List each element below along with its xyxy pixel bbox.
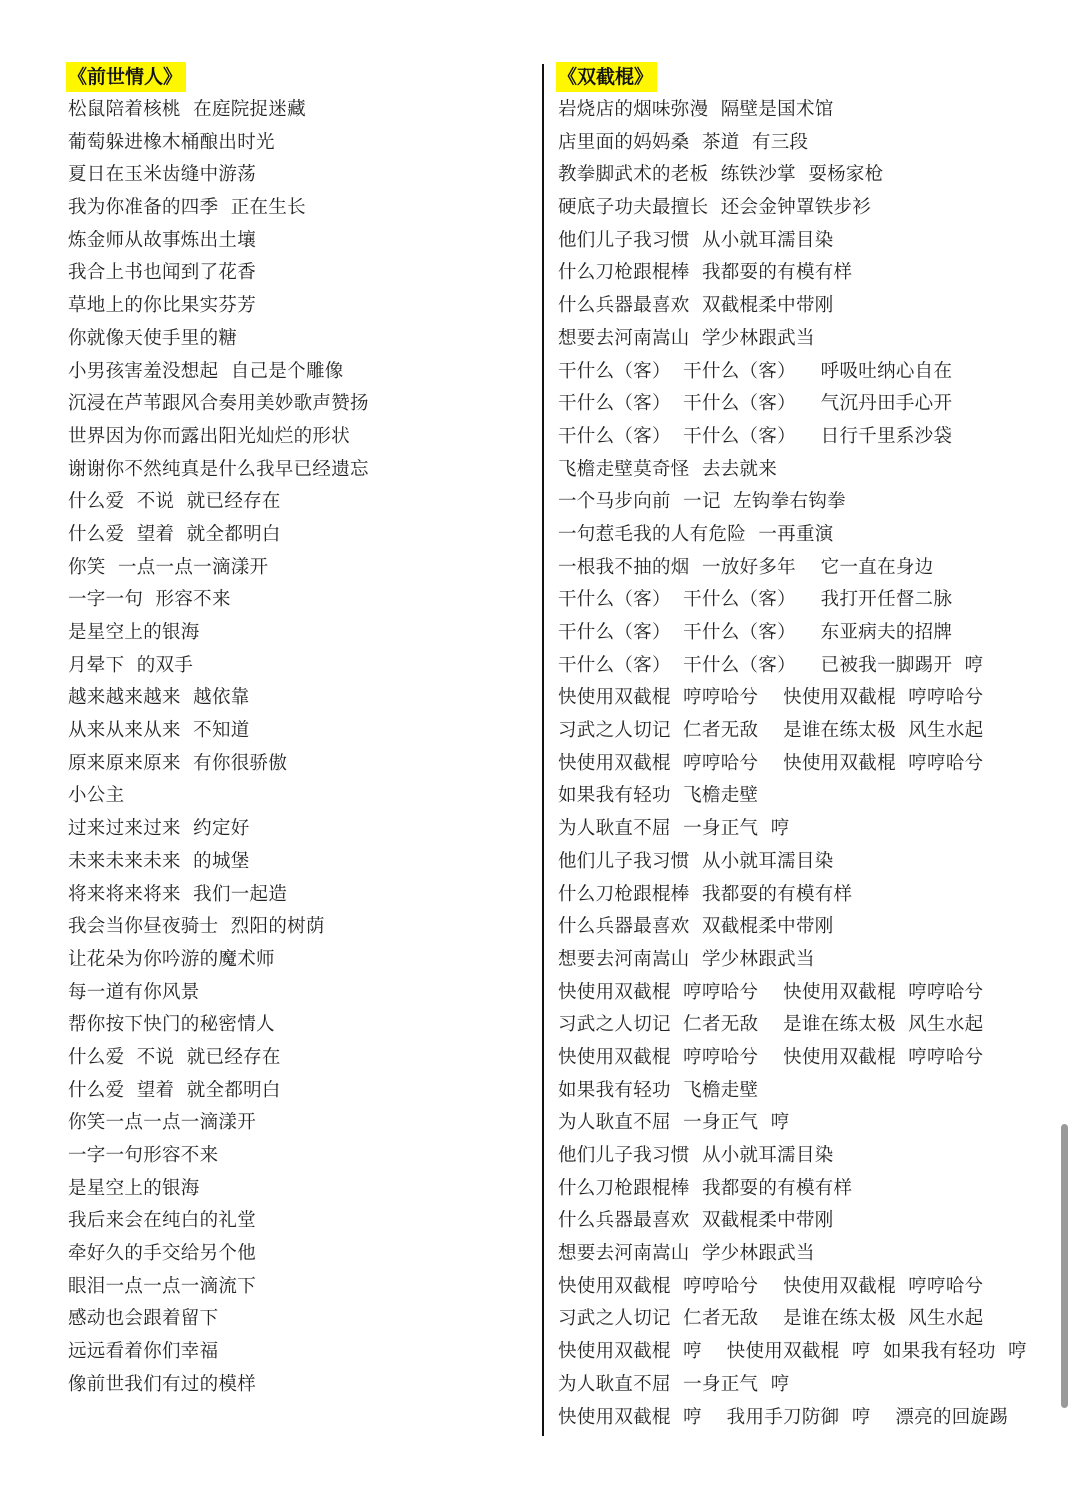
lyric-line: 他们儿子我习惯 从小就耳濡目染 bbox=[558, 1145, 834, 1166]
lyric-line: 飞檐走壁莫奇怪 去去就来 bbox=[558, 458, 778, 480]
lyric-line: 岩烧店的烟味弥漫 隔壁是国术馆 bbox=[558, 99, 834, 120]
lyric-line: 教拳脚武术的老板 练铁沙掌 耍杨家枪 bbox=[558, 164, 884, 186]
lyric-line: 硬底子功夫最擅长 还会金钟罩铁步衫 bbox=[558, 197, 872, 219]
lyric-line: 葡萄躲进橡木桶酿出时光 bbox=[68, 131, 275, 153]
lyric-line: 月晕下 的双手 bbox=[68, 654, 194, 676]
lyric-line: 为人耿直不屈 一身正气 哼 bbox=[558, 818, 790, 840]
lyric-line: 店里面的妈妈桑 茶道 有三段 bbox=[558, 131, 809, 153]
lyric-line: 什么兵器最喜欢 双截棍柔中带刚 bbox=[558, 916, 834, 938]
lyric-line: 牵好久的手交给另个他 bbox=[68, 1243, 257, 1265]
lyric-line: 一根我不抽的烟 一放好多年 它一直在身边 bbox=[558, 556, 934, 578]
lyric-line: 世界因为你而露出阳光灿烂的形状 bbox=[68, 425, 351, 447]
song-title-left: 《前世情人》 bbox=[66, 62, 186, 92]
lyric-line: 一个马步向前 一记 左钩拳右钩拳 bbox=[558, 491, 846, 513]
lyric-line: 干什么（客） 干什么（客） 呼吸吐纳心自在 bbox=[558, 360, 953, 382]
vertical-scrollbar[interactable] bbox=[1061, 1124, 1068, 1408]
lyric-line: 什么兵器最喜欢 双截棍柔中带刚 bbox=[558, 295, 834, 317]
lyric-line: 我为你准备的四季 正在生长 bbox=[68, 197, 306, 219]
lyric-line: 谢谢你不然纯真是什么我早已经遗忘 bbox=[68, 458, 369, 480]
lyric-line: 我会当你昼夜骑士 烈阳的树荫 bbox=[68, 916, 325, 938]
lyric-line: 什么爱 望着 就全都明白 bbox=[68, 1079, 281, 1101]
lyric-line: 一字一句 形容不来 bbox=[68, 589, 231, 611]
lyric-line: 原来原来原来 有你很骄傲 bbox=[68, 752, 288, 774]
lyric-line: 干什么（客） 干什么（客） 东亚病夫的招牌 bbox=[558, 622, 953, 643]
lyric-line: 什么爱 望着 就全都明白 bbox=[68, 523, 281, 545]
lyric-line: 未来未来未来 的城堡 bbox=[68, 850, 250, 872]
lyric-line: 一字一句形容不来 bbox=[68, 1145, 219, 1166]
lyric-line: 让花朵为你吟游的魔术师 bbox=[68, 948, 275, 970]
lyric-line: 干什么（客） 干什么（客） 日行千里系沙袋 bbox=[558, 425, 953, 447]
lyric-line: 你笑一点一点一滴漾开 bbox=[68, 1112, 257, 1134]
lyric-line: 快使用双截棍 哼哼哈兮 快使用双截棍 哼哼哈兮 bbox=[558, 752, 984, 774]
lyric-line: 越来越来越来 越依靠 bbox=[68, 687, 250, 709]
lyrics-list-left bbox=[68, 94, 508, 1402]
lyric-line: 像前世我们有过的模样 bbox=[68, 1373, 257, 1395]
lyrics-list-right bbox=[558, 94, 1027, 1434]
lyric-line: 你就像天使手里的糖 bbox=[68, 327, 238, 349]
lyric-line: 什么兵器最喜欢 双截棍柔中带刚 bbox=[558, 1210, 834, 1232]
lyric-line: 想要去河南嵩山 学少林跟武当 bbox=[558, 327, 815, 349]
lyric-line: 如果我有轻功 飞檐走壁 bbox=[558, 1079, 759, 1101]
lyric-line: 从来从来从来 不知道 bbox=[68, 720, 250, 742]
lyric-line: 什么爱 不说 就已经存在 bbox=[68, 491, 281, 513]
lyric-line: 习武之人切记 仁者无敌 是谁在练太极 风生水起 bbox=[558, 1014, 984, 1036]
lyric-line: 感动也会跟着留下 bbox=[68, 1308, 219, 1330]
lyric-line: 快使用双截棍 哼 我用手刀防御 哼 漂亮的回旋踢 bbox=[558, 1406, 1009, 1428]
lyric-line: 快使用双截棍 哼哼哈兮 快使用双截棍 哼哼哈兮 bbox=[558, 687, 984, 709]
lyric-line: 习武之人切记 仁者无敌 是谁在练太极 风生水起 bbox=[558, 720, 984, 742]
lyric-line: 松鼠陪着核桃 在庭院捉迷藏 bbox=[68, 99, 306, 120]
lyric-line: 他们儿子我习惯 从小就耳濡目染 bbox=[558, 229, 834, 251]
lyric-line: 干什么（客） 干什么（客） 我打开任督二脉 bbox=[558, 589, 953, 611]
lyric-line: 将来将来将来 我们一起造 bbox=[68, 883, 288, 905]
lyric-line: 什么刀枪跟棍棒 我都耍的有模有样 bbox=[558, 262, 853, 284]
lyric-line: 我后来会在纯白的礼堂 bbox=[68, 1210, 257, 1232]
lyric-line: 一句惹毛我的人有危险 一再重演 bbox=[558, 523, 834, 545]
lyric-line: 想要去河南嵩山 学少林跟武当 bbox=[558, 1243, 815, 1265]
song-title-right: 《双截棍》 bbox=[556, 62, 657, 92]
lyric-line: 习武之人切记 仁者无敌 是谁在练太极 风生水起 bbox=[558, 1308, 984, 1330]
lyric-line: 想要去河南嵩山 学少林跟武当 bbox=[558, 948, 815, 970]
lyric-line: 快使用双截棍 哼哼哈兮 快使用双截棍 哼哼哈兮 bbox=[558, 1046, 984, 1068]
lyric-line: 每一道有你风景 bbox=[68, 981, 200, 1003]
lyric-line: 什么爱 不说 就已经存在 bbox=[68, 1046, 281, 1068]
lyric-line: 远远看着你们幸福 bbox=[68, 1341, 219, 1363]
lyric-line: 夏日在玉米齿缝中游荡 bbox=[68, 164, 257, 186]
lyric-line: 干什么（客） 干什么（客） 已被我一脚踢开 哼 bbox=[558, 654, 984, 676]
lyric-line: 什么刀枪跟棍棒 我都耍的有模有样 bbox=[558, 883, 853, 905]
lyric-line: 小公主 bbox=[68, 785, 125, 807]
lyric-line: 什么刀枪跟棍棒 我都耍的有模有样 bbox=[558, 1177, 853, 1199]
lyric-line: 为人耿直不屈 一身正气 哼 bbox=[558, 1112, 790, 1134]
lyric-line: 他们儿子我习惯 从小就耳濡目染 bbox=[558, 850, 834, 872]
lyric-line: 快使用双截棍 哼哼哈兮 快使用双截棍 哼哼哈兮 bbox=[558, 1275, 984, 1297]
lyrics-column-right bbox=[558, 62, 1027, 1434]
lyric-line: 快使用双截棍 哼 快使用双截棍 哼 如果我有轻功 哼 bbox=[558, 1341, 1027, 1363]
lyric-line: 帮你按下快门的秘密情人 bbox=[68, 1014, 275, 1036]
lyric-line: 炼金师从故事炼出土壤 bbox=[68, 229, 257, 251]
lyric-line: 我合上书也闻到了花香 bbox=[68, 262, 257, 284]
lyric-line: 过来过来过来 约定好 bbox=[68, 818, 250, 840]
lyric-line: 如果我有轻功 飞檐走壁 bbox=[558, 785, 759, 807]
lyric-line: 快使用双截棍 哼哼哈兮 快使用双截棍 哼哼哈兮 bbox=[558, 981, 984, 1003]
lyric-line: 眼泪一点一点一滴流下 bbox=[68, 1275, 257, 1297]
lyric-line: 干什么（客） 干什么（客） 气沉丹田手心开 bbox=[558, 393, 953, 415]
lyrics-column-left bbox=[68, 62, 508, 1402]
lyric-line: 小男孩害羞没想起 自己是个雕像 bbox=[68, 360, 344, 382]
lyric-line: 草地上的你比果实芬芳 bbox=[68, 295, 257, 317]
lyric-line: 是星空上的银海 bbox=[68, 622, 200, 643]
lyric-line: 是星空上的银海 bbox=[68, 1177, 200, 1199]
lyric-line: 沉浸在芦苇跟风合奏用美妙歌声赞扬 bbox=[68, 393, 369, 415]
lyric-line: 你笑 一点一点一滴漾开 bbox=[68, 556, 269, 578]
lyric-line: 为人耿直不屈 一身正气 哼 bbox=[558, 1373, 790, 1395]
column-divider bbox=[542, 64, 544, 1436]
